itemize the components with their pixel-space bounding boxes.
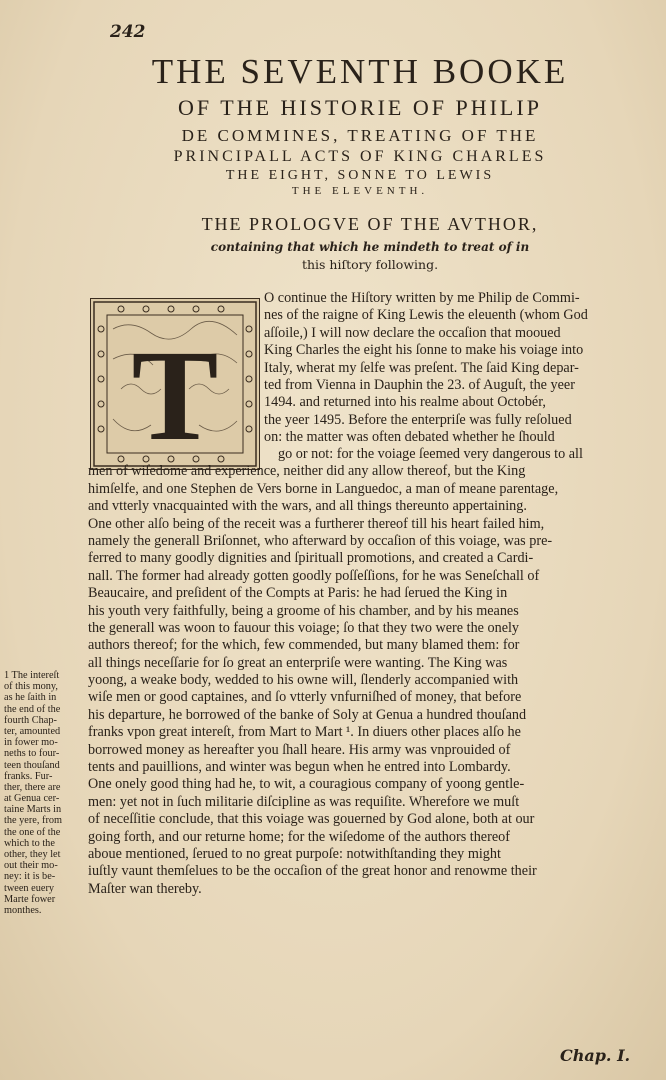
text-line: going forth, and our returne home; for the wiſedome of the authors thereof	[88, 828, 510, 845]
initial-letter: T	[131, 324, 219, 468]
text-line: on: the matter was often debated whether he ſhould	[264, 429, 555, 446]
margin-line: as he ſaith in	[4, 692, 57, 704]
margin-line: other, they let	[4, 849, 61, 860]
text-line: Italy, wherat my ſelfe was preſent. The ſaid King depar-	[264, 359, 579, 376]
title-line-6: THE ELEVENTH.	[291, 185, 429, 197]
margin-line: monthes.	[4, 904, 42, 916]
margin-line: 1 The intereſt	[4, 670, 60, 681]
prologue-subheading-2: this hiſtory following.	[301, 257, 439, 272]
text-line: men of wiſedome and experience, neither did any allow thereof, but the King	[88, 463, 526, 480]
margin-line: the one of the	[4, 826, 61, 838]
text-line: One other alſo being of the receit was a furtherer thereof till his heart failed him,	[88, 515, 545, 532]
full-text-block	[88, 446, 583, 898]
margin-line: ther, there are	[4, 781, 61, 793]
catchword: Chap. I.	[560, 1046, 631, 1065]
margin-line: the end of the	[4, 703, 61, 715]
text-line: his youth very faithfully, being a groome of his chamber, and by his meanes	[88, 602, 519, 619]
margin-line: fourth Chap-	[4, 714, 57, 726]
margin-line: franks. Fur-	[4, 770, 53, 782]
text-line: 1494. and returned into his realme about Octobér,	[264, 394, 546, 411]
text-line: of neceſſitie conclude, that this voiage was gouerned by God alone, both at our	[88, 811, 535, 828]
text-line: aboue mentioned, ſerued to no great purpoſe: notwithſtanding they might	[88, 845, 501, 862]
margin-line: in fower mo-	[4, 737, 58, 749]
margin-line: ney: it is be-	[4, 871, 56, 883]
text-line: nall. The former had already gotten goodly poſſeſſions, for he was Seneſchall of	[88, 567, 540, 584]
narrow-text-block	[264, 290, 588, 447]
text-line: the yeer 1495. Before the enterpriſe was fully reſolued	[264, 411, 572, 428]
decorated-initial	[90, 298, 260, 470]
margin-line: the yere, from	[4, 815, 63, 827]
margin-line: which to the	[4, 837, 55, 849]
margin-line: out their mo-	[4, 860, 58, 872]
text-line: go or not: for the voiage ſeemed very dangerous to all	[278, 446, 583, 462]
title-line-3: DE COMMINES, TREATING OF THE	[181, 126, 539, 145]
text-line: nes of the raigne of King Lewis the eleuenth (whom God	[264, 307, 588, 324]
title-line-4: PRINCIPALL ACTS OF KING CHARLES	[173, 148, 547, 165]
title-line-5: THE EIGHT, SONNE TO LEWIS	[225, 168, 495, 183]
text-line: Beaucaire, and preſident of the Compts at Paris: he had ſerued the King in	[88, 585, 508, 602]
text-line: namely the generall Briſonnet, who afterward by occaſion of this voiage, was pre-	[88, 532, 553, 549]
margin-line: of this mony,	[4, 681, 58, 693]
initial-ornament-icon	[91, 299, 259, 469]
text-line: authors thereof; for the which, few commended, but many blamed them: for	[88, 637, 520, 654]
text-line: franks vpon great intereſt, from Mart to Mart ¹. In diuers other places alſo he	[88, 724, 521, 741]
text-line: One onely good thing had he, to wit, a couragious company of yoong gentle-	[88, 776, 525, 793]
page-number: 242	[110, 22, 146, 42]
text-line: ferred to many goodly dignities and ſpirituall promotions, and created a Cardi-	[88, 550, 534, 567]
margin-line: neths to four-	[4, 748, 60, 760]
margin-line: teen thouſand	[4, 759, 60, 771]
text-line: O continue the Hiſtory written by me Philip de Commi-	[264, 290, 580, 306]
title-line-2: OF THE HISTORIE OF PHILIP	[178, 95, 542, 120]
text-line: wiſe men or good captaines, and ſo vtterly vnfurniſhed of money, that before	[88, 689, 522, 706]
prologue-heading: THE PROLOGVE OF THE AVTHOR,	[201, 214, 539, 234]
text-line: and vtterly vnacquainted with the wars, and all things thereunto appertaining.	[88, 498, 527, 515]
margin-note	[4, 670, 62, 916]
margin-line: ter, amounted	[4, 725, 61, 737]
margin-line: at Genua cer-	[4, 793, 60, 805]
text-line: the generall was woon to fauour this voiage; ſo that they two were the onely	[88, 619, 520, 636]
title-line-1: THE SEVENTH BOOKE	[151, 52, 569, 91]
text-line: iuſtly vaunt themſelues to be the occaſion of the great honor and renowme their	[88, 863, 537, 880]
prologue-subheading: containing that which he mindeth to treat of in	[210, 240, 530, 254]
text-line: yoong, a weake body, wedded to his owne will, ſlenderly accompanied with	[88, 672, 519, 689]
text-line: tents and pauillions, and winter was begun when he entred into Lombardy.	[88, 759, 511, 776]
text-line: all things neceſſarie for ſo great an enterpriſe were wanting. The King was	[88, 654, 508, 671]
margin-line: tween euery	[4, 882, 55, 894]
text-line: King Charles the eight his ſonne to make his voiage into	[264, 342, 584, 359]
text-line: himſelfe, and one Stephen de Vers borne in Languedoc, a man of meane parentage,	[88, 480, 559, 497]
text-line: men: yet not in ſuch militarie diſcipline as was requiſite. Wherefore we muſt	[88, 793, 520, 810]
margin-line: taine Marts in	[4, 804, 62, 816]
text-line: ted from Vienna in Dauphin the 23. of Auguſt, the yeer	[264, 376, 575, 393]
text-line: Maſter wan thereby.	[88, 880, 202, 897]
margin-line: Marte fower	[4, 893, 56, 905]
text-line: his departure, he borrowed of the banke of Soly at Genua a hundred thouſand	[88, 706, 527, 723]
text-line: aſſoile,) I will now declare the occaſion that mooued	[264, 324, 561, 341]
text-line: borrowed money as hereafter you ſhall heare. His army was vnprouided of	[88, 741, 511, 758]
